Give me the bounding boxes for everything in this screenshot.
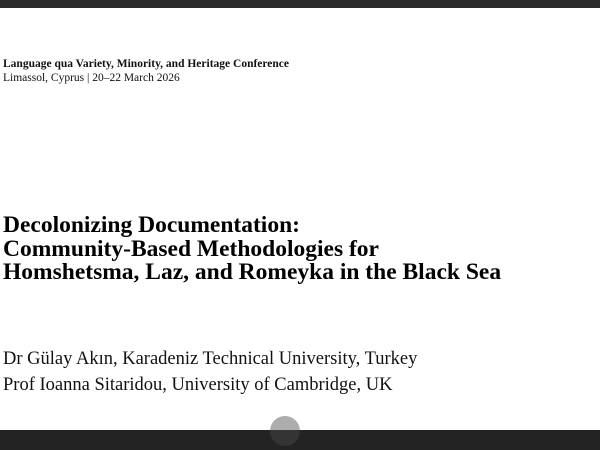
slide-title-line-2: Community-Based Methodologies for bbox=[3, 235, 379, 262]
presentation-slide bbox=[0, 8, 600, 430]
slide-title-line-1: Decolonizing Documentation: bbox=[3, 212, 300, 238]
author-2: Prof Ioanna Sitaridou, University of Cambridge, UK bbox=[3, 375, 393, 395]
conference-location: Limassol, Cyprus | 20–22 March 2026 bbox=[3, 72, 180, 84]
top-bar bbox=[0, 0, 600, 8]
conference-name: Language qua Variety, Minority, and Heritage Conference bbox=[3, 58, 290, 70]
slide-title bbox=[3, 214, 501, 285]
author-list bbox=[3, 346, 417, 398]
bottom-control-bar bbox=[0, 430, 600, 450]
mic-icon[interactable] bbox=[270, 416, 300, 446]
slide-title-line-3: Homshetsma, Laz, and Romeyka in the Black Sea bbox=[3, 259, 502, 285]
author-1: Dr Gülay Akın, Karadeniz Technical University, Turkey bbox=[3, 349, 418, 369]
